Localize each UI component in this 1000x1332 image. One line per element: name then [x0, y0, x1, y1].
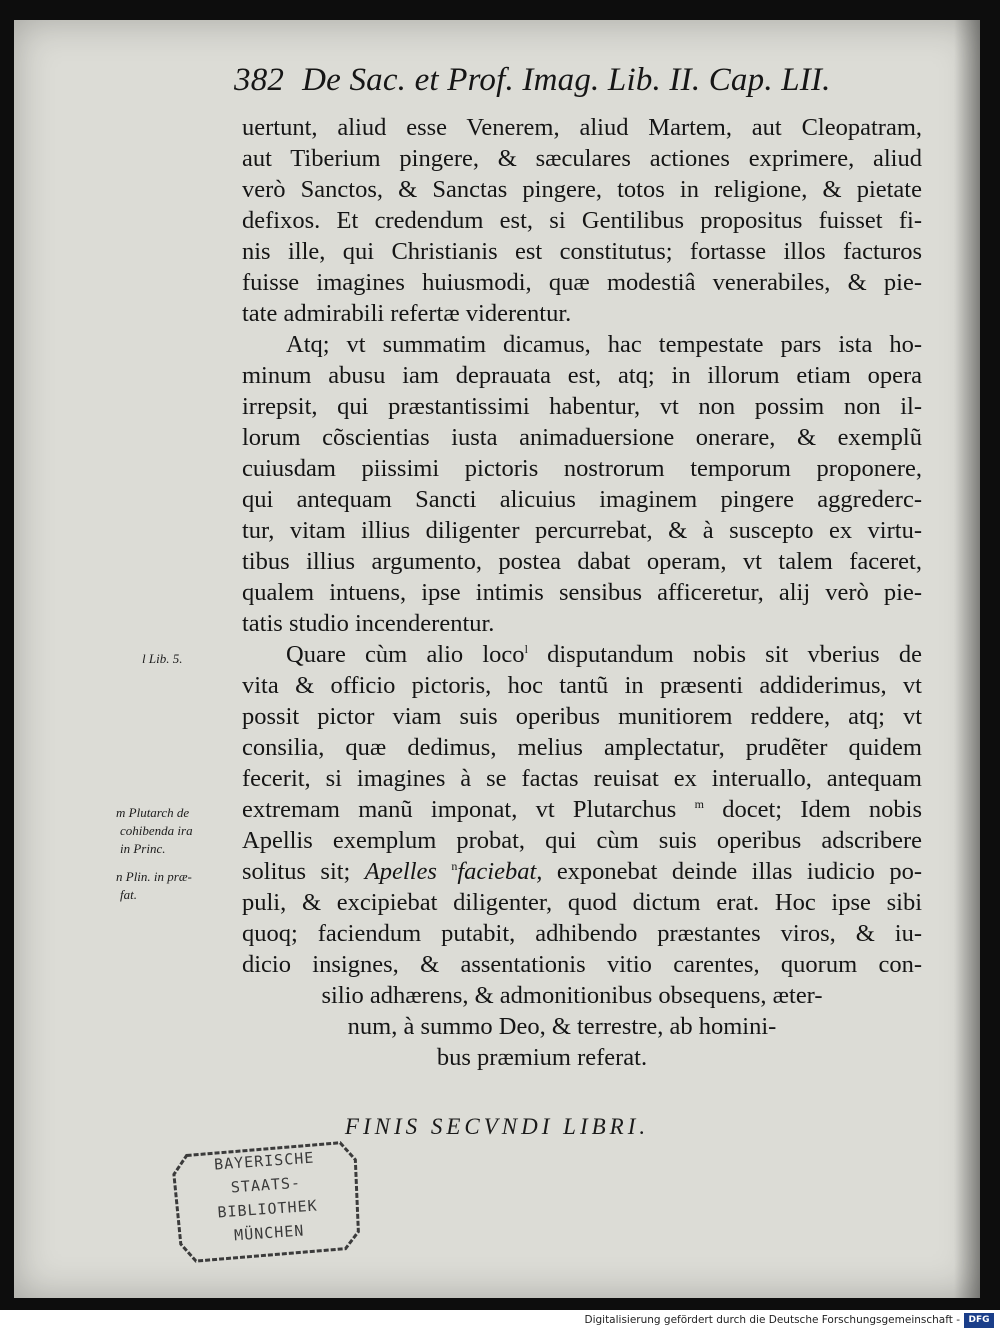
italic-span: Apelles [364, 858, 437, 885]
footnote-ref: l [524, 641, 528, 656]
text-line: lorum cõscientias iusta animaduersione onerare, & exemplũ [242, 424, 922, 451]
text-span: extremam manũ imponat, vt Plutarchus [242, 796, 677, 823]
italic-span: faciebat, [457, 858, 543, 885]
text-line [242, 794, 922, 825]
running-title: De Sac. et Prof. Imag. Lib. II. Cap. LII. [302, 62, 831, 98]
footer-credit: Digitalisierung gefördert durch die Deutsche Forschungsgemeinschaft - [584, 1314, 960, 1326]
stamp-line: STAATS- [230, 1173, 302, 1197]
text-line: vita & officio pictoris, hoc tantũ in præsenti addiderimus, vt [242, 672, 922, 699]
text-line [242, 856, 922, 887]
text-line: minum abusu iam deprauata est, atq; in illorum etiam opera [242, 362, 922, 389]
text-line: nis ille, qui Christianis est constitutus; fortasse illos facturos [242, 238, 922, 265]
main-text [242, 112, 942, 1073]
text-line: tur, vitam illius diligenter percurrebat, & à suscepto ex virtu- [242, 517, 922, 544]
text-line: Apellis exemplum probat, qui cùm suis operibus adscribere [242, 827, 922, 854]
stamp-line: BAYERISCHE [213, 1148, 315, 1174]
footnote-ref: n [451, 858, 458, 873]
page-number: 382 [234, 62, 285, 98]
finis-line: FINIS SECVNDI LIBRI. [344, 1114, 650, 1139]
text-line: fuisse imagines huiusmodi, quæ modestiâ venerabiles, & pie- [242, 269, 922, 296]
text-line: fecerit, si imagines à se factas reuisat ex interuallo, antequam [242, 765, 922, 792]
text-line: tibus illius argumento, postea dabat operam, vt talem faceret, [242, 548, 922, 575]
margin-note-m: cohibenda ira [120, 823, 193, 838]
text-line: uertunt, aliud esse Venerem, aliud Martem, aut Cleopatram, [242, 114, 922, 141]
stamp-line: BIBLIOTHEK [216, 1196, 319, 1222]
text-line: consilia, quæ dedimus, melius amplectatur, prudẽter quidem [242, 734, 922, 761]
margin-note-n: n Plin. in præ- [116, 869, 192, 884]
margin-note-l: l Lib. 5. [142, 651, 183, 666]
page-gutter-shadow [954, 20, 980, 1298]
text-line: verò Sanctos, & Sanctas pingere, totos in religione, & pietate [242, 176, 922, 203]
dfg-logo-icon: DFG [964, 1313, 994, 1328]
text-line: num, à summo Deo, & terrestre, ab homini- [347, 1013, 777, 1040]
text-line: irrepsit, qui præstantissimi habentur, vt non possim non il- [242, 393, 922, 420]
text-span: Quare cùm alio loco [286, 641, 525, 668]
text-line: quoq; faciendum putabit, adhibendo præstantes viros, & iu- [242, 920, 922, 947]
text-span: exponebat deinde illas iudicio po- [556, 858, 923, 885]
text-line: dicio insignes, & assentationis vitio carentes, quorum con- [242, 951, 922, 978]
text-line: possit pictor viam suis operibus munitiorem reddere, atq; vt [242, 703, 922, 730]
text-line: qualem intuens, ipse intimis sensibus afficeretur, alij verò pie- [242, 579, 922, 606]
footer-bar [0, 1310, 1000, 1332]
text-span: solitus sit; [242, 858, 351, 885]
text-line: Atq; vt summatim dicamus, hac tempestate pars ista ho- [286, 331, 922, 358]
text-line: silio adhærens, & admonitionibus obsequens, æter- [321, 982, 823, 1009]
text-line: puli, & excipiebat diligenter, quod dictum erat. Hoc ipse sibi [242, 889, 922, 916]
text-line [242, 639, 922, 670]
text-line: bus præmium referat. [436, 1044, 648, 1071]
text-line: qui antequam Sancti alicuius imaginem pingere aggrederc- [242, 486, 922, 513]
margin-note-m: in Princ. [120, 841, 166, 856]
text-span: docet; Idem nobis [722, 796, 923, 823]
book-page [14, 20, 980, 1298]
text-line: defixos. Et credendum est, si Gentilibus propositus fuisset fi- [242, 207, 922, 234]
text-line: tate admirabili refertæ viderentur. [242, 300, 572, 327]
margin-note-m: m Plutarch de [116, 805, 190, 820]
library-stamp [168, 1136, 366, 1267]
text-line: cuiusdam piissimi pictoris nostrorum temporum proponere, [242, 455, 922, 482]
margin-note-n: fat. [120, 887, 137, 902]
text-span: disputandum nobis sit vberius de [547, 641, 922, 668]
text-line: tatis studio incenderentur. [242, 610, 495, 637]
running-header [234, 62, 831, 99]
text-line: aut Tiberium pingere, & sæculares actiones exprimere, aliud [242, 145, 922, 172]
footnote-ref: m [694, 796, 704, 811]
stamp-line: MÜNCHEN [233, 1221, 305, 1245]
